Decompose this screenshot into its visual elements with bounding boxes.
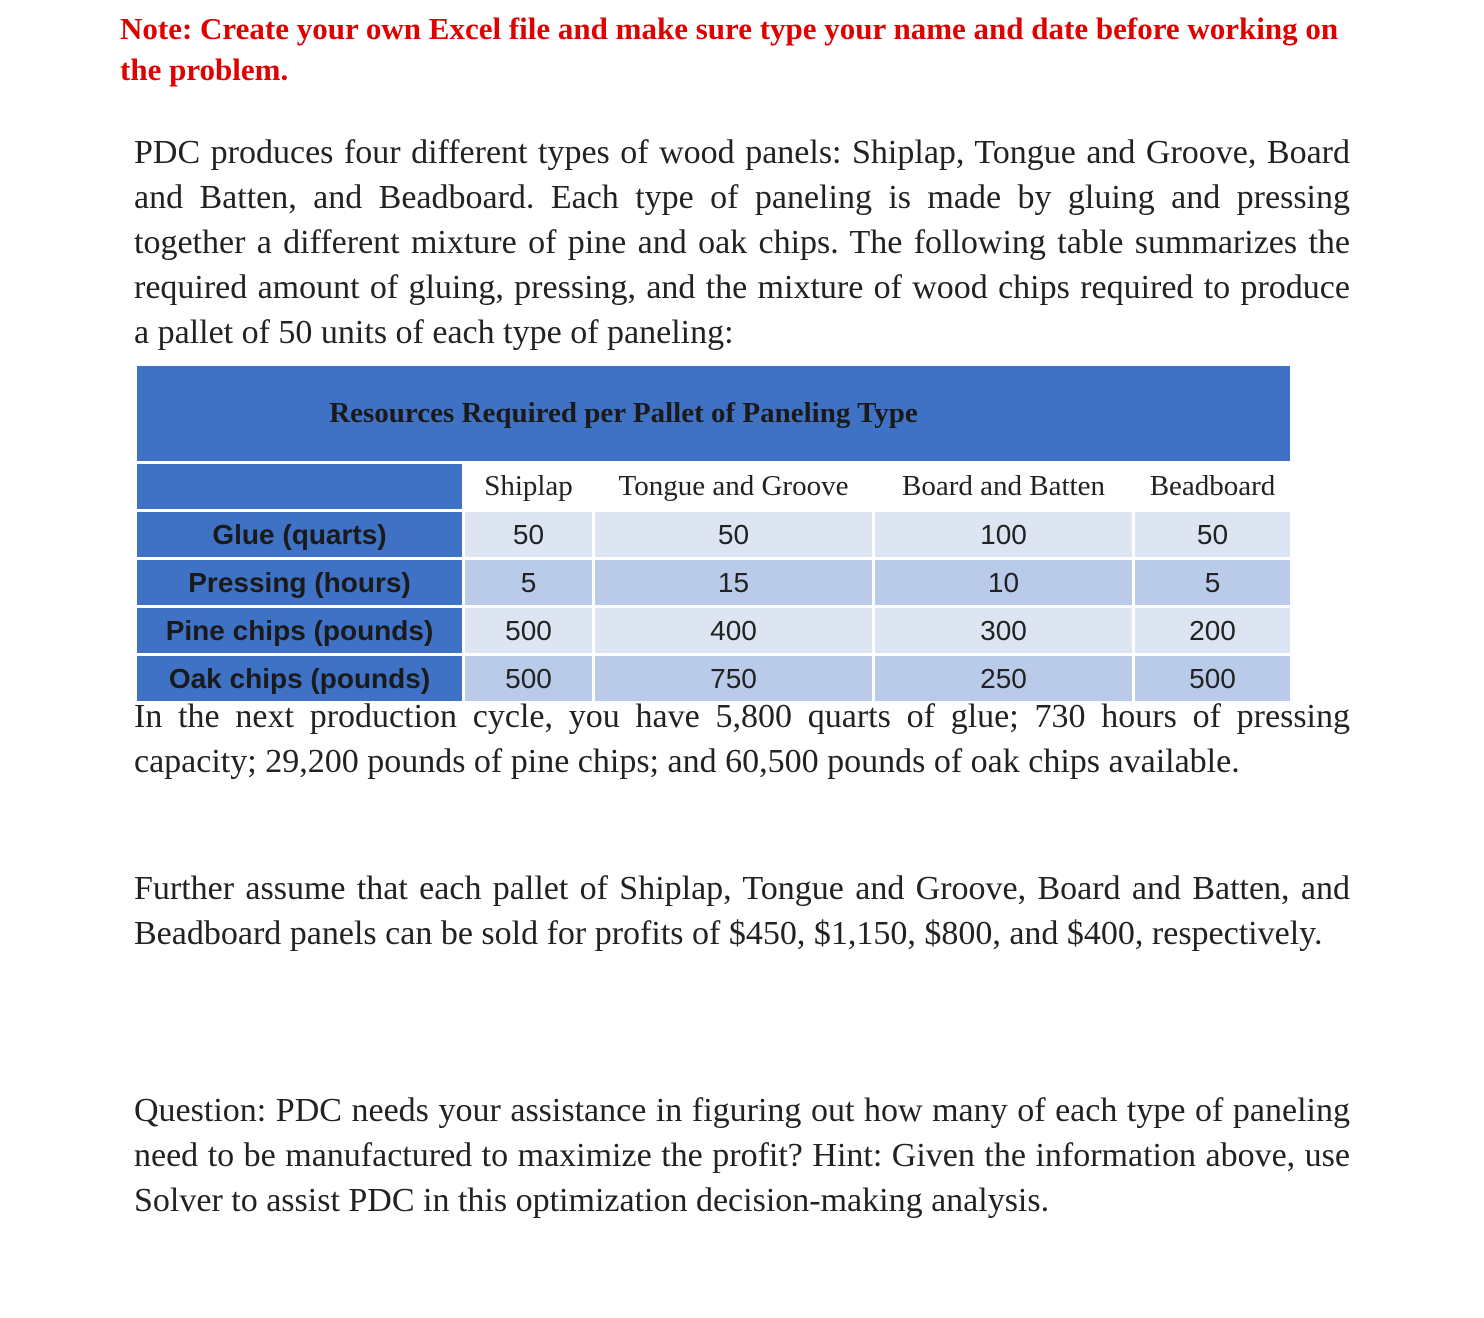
- table-row-pressing: [137, 557, 1290, 605]
- question-paragraph: Question: PDC needs your assistance in figuring out how many of each type of paneling need to be manufactured to maximize the profit? Hint: Given the information above, use Solver to assist PDC in this optimization decision-making analysis.: [134, 1092, 1350, 1219]
- resource-table: [137, 366, 1290, 701]
- table-row-pine-chips: [137, 605, 1290, 653]
- cell-value: 15: [592, 560, 872, 605]
- table-title: Resources Required per Pallet of Paneling Type: [137, 366, 1290, 461]
- cell-value: 500: [1132, 656, 1290, 701]
- cell-value: 50: [1132, 512, 1290, 557]
- note-text: Note: Create your own Excel file and make sure type your name and date before working on the problem.: [120, 11, 1339, 87]
- cell-value: 300: [872, 608, 1132, 653]
- row-label: Pressing (hours): [137, 560, 462, 605]
- capacity-paragraph: In the next production cycle, you have 5,800 quarts of glue; 730 hours of pressing capacity; 29,200 pounds of pine chips; and 60,500 pounds of oak chips available.: [134, 698, 1350, 780]
- cell-value: 500: [462, 656, 592, 701]
- cell-value: 10: [872, 560, 1132, 605]
- table-header-row: [137, 461, 1290, 509]
- cell-value: 5: [1132, 560, 1290, 605]
- profit-paragraph: Further assume that each pallet of Shiplap, Tongue and Groove, Board and Batten, and Beadboard panels can be sold for profits of $450, $1,150, $800, and $400, respectively.: [134, 870, 1350, 952]
- cell-value: 750: [592, 656, 872, 701]
- cell-value: 50: [462, 512, 592, 557]
- header-empty-cell: [137, 464, 462, 509]
- header-board-and-batten: Board and Batten: [872, 464, 1132, 509]
- cell-value: 200: [1132, 608, 1290, 653]
- cell-value: 400: [592, 608, 872, 653]
- cell-value: 250: [872, 656, 1132, 701]
- row-label: Pine chips (pounds): [137, 608, 462, 653]
- cell-value: 50: [592, 512, 872, 557]
- header-shiplap: Shiplap: [462, 464, 592, 509]
- cell-value: 5: [462, 560, 592, 605]
- row-label: Oak chips (pounds): [137, 656, 462, 701]
- header-tongue-and-groove: Tongue and Groove: [592, 464, 872, 509]
- table-row-glue: [137, 509, 1290, 557]
- header-beadboard: Beadboard: [1132, 464, 1290, 509]
- cell-value: 100: [872, 512, 1132, 557]
- row-label: Glue (quarts): [137, 512, 462, 557]
- cell-value: 500: [462, 608, 592, 653]
- intro-paragraph: PDC produces four different types of wood panels: Shiplap, Tongue and Groove, Board and Batten, and Beadboard. Each type of paneling is made by gluing and pressing together a different mixture of pine and oak chips. The following table summarizes the required amount of gluing, pressing, and the mixture of wood chips required to produce a pallet of 50 units of each type of paneling:: [134, 134, 1350, 351]
